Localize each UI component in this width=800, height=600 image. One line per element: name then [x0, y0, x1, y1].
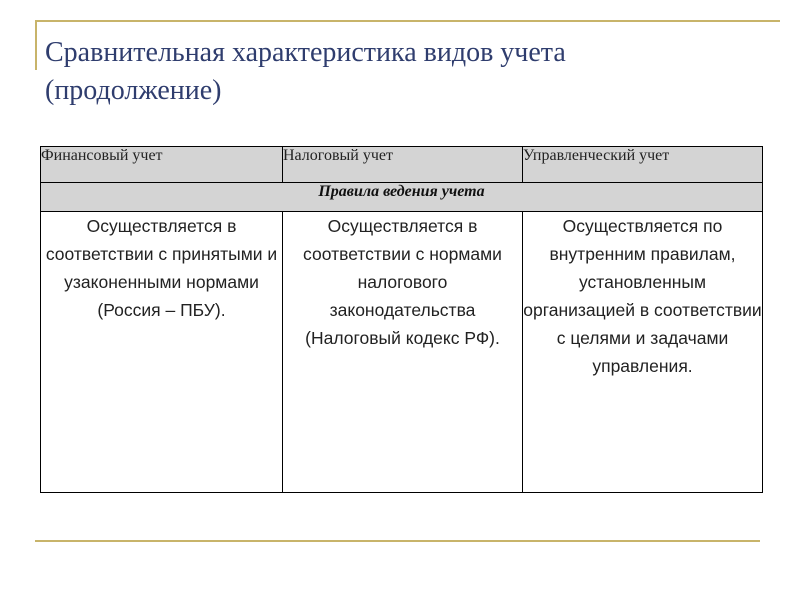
- bottom-decor-rule: [35, 540, 760, 542]
- table-row: [41, 212, 763, 493]
- cell-management: Осуществляется по внутренним правилам, установленным организацией в соответствии с целями и задачами управления.: [523, 212, 763, 493]
- header-financial: Финансовый учет: [41, 147, 283, 183]
- table-section-row: [41, 183, 763, 212]
- header-tax: Налоговый учет: [283, 147, 523, 183]
- header-management: Управленческий учет: [523, 147, 763, 183]
- table-header-row: [41, 147, 763, 183]
- top-decor-rule: [35, 20, 780, 22]
- left-decor-rule: [35, 20, 37, 70]
- slide-title: Сравнительная характеристика видов учета (продолжение): [45, 37, 566, 106]
- cell-financial: Осуществляется в соответствии с принятыми и узаконенными нормами (Россия – ПБУ).: [41, 212, 283, 493]
- comparison-table: [40, 146, 763, 493]
- cell-tax: Осуществляется в соответствии с нормами налогового законодательства (Налоговый кодекс РФ).: [283, 212, 523, 493]
- section-label: Правила ведения учета: [41, 183, 763, 212]
